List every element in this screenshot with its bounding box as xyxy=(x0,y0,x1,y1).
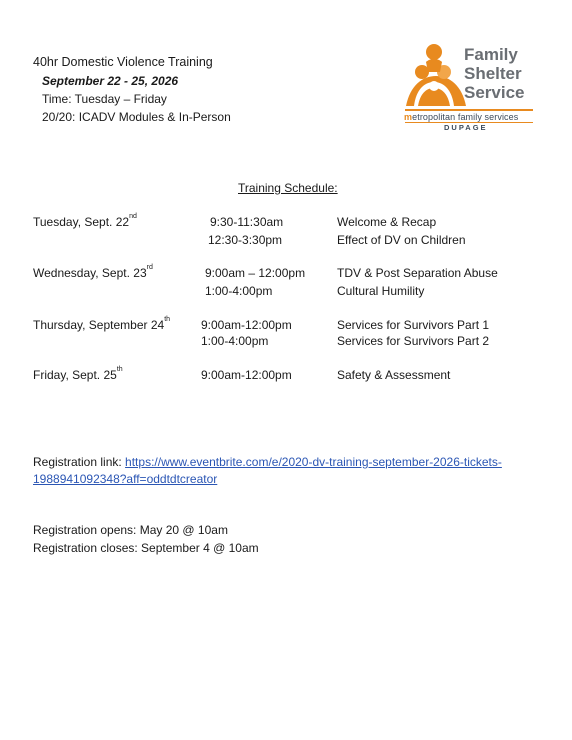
day-text: Friday, Sept. 25 xyxy=(33,368,117,382)
training-dates: September 22 - 25, 2026 xyxy=(42,74,179,88)
day-label-tuesday xyxy=(33,215,137,229)
logo-divider xyxy=(405,109,533,111)
day-suffix: th xyxy=(116,366,123,373)
training-days: Time: Tuesday – Friday xyxy=(42,92,167,106)
session-time: 1:00-4:00pm xyxy=(205,284,273,298)
session-time: 12:30-3:30pm xyxy=(208,233,283,247)
family-figures-icon xyxy=(404,42,468,108)
session-time: 9:00am – 12:00pm xyxy=(205,266,306,280)
registration-closes: Registration closes: September 4 @ 10am xyxy=(33,541,259,555)
session-topic: Cultural Humility xyxy=(337,284,425,298)
day-suffix: nd xyxy=(129,213,137,220)
registration-link-part-2[interactable]: 1988941092348?aff=oddtdtcreator xyxy=(33,472,218,486)
registration-link-row xyxy=(33,455,502,469)
day-label-wednesday xyxy=(33,266,153,280)
session-time: 9:30-11:30am xyxy=(210,215,284,229)
day-text: Wednesday, Sept. 23 xyxy=(33,266,147,280)
session-time: 9:00am-12:00pm xyxy=(201,318,292,332)
day-label-thursday xyxy=(33,318,170,332)
schedule-title: Training Schedule: xyxy=(238,181,338,195)
logo-org-name xyxy=(404,112,518,122)
session-time: 9:00am-12:00pm xyxy=(201,368,292,382)
logo-word-family: Family xyxy=(464,45,518,64)
training-format: 20/20: ICADV Modules & In-Person xyxy=(42,110,231,124)
session-topic: Welcome & Recap xyxy=(337,215,437,229)
session-topic: TDV & Post Separation Abuse xyxy=(337,266,498,280)
day-label-friday xyxy=(33,368,123,382)
logo-region: DUPAGE xyxy=(444,123,488,132)
logo-wordmark xyxy=(464,45,525,102)
day-text: Thursday, September 24 xyxy=(33,318,165,332)
session-topic: Services for Survivors Part 2 xyxy=(337,334,490,348)
session-time: 1:00-4:00pm xyxy=(201,334,269,348)
day-suffix: rd xyxy=(146,264,153,271)
document-title: 40hr Domestic Violence Training xyxy=(33,55,213,69)
day-suffix: th xyxy=(164,316,171,323)
session-topic: Services for Survivors Part 1 xyxy=(337,318,490,332)
session-topic: Safety & Assessment xyxy=(337,368,451,382)
registration-link[interactable]: https://www.eventbrite.com/e/2020-dv-training-september-2026-tickets- xyxy=(125,455,502,469)
registration-link-label: Registration link: xyxy=(33,455,126,469)
logo-word-shelter: Shelter xyxy=(464,64,522,83)
day-text: Tuesday, Sept. 22 xyxy=(33,215,130,229)
logo-word-service: Service xyxy=(464,83,525,102)
logo-org-rest: etropolitan family services xyxy=(412,112,519,122)
registration-opens: Registration opens: May 20 @ 10am xyxy=(33,523,228,537)
family-shelter-service-logo xyxy=(400,40,540,132)
logo-org-initial: m xyxy=(404,112,413,122)
registration-link-continued xyxy=(33,472,217,486)
session-topic: Effect of DV on Children xyxy=(337,233,466,247)
